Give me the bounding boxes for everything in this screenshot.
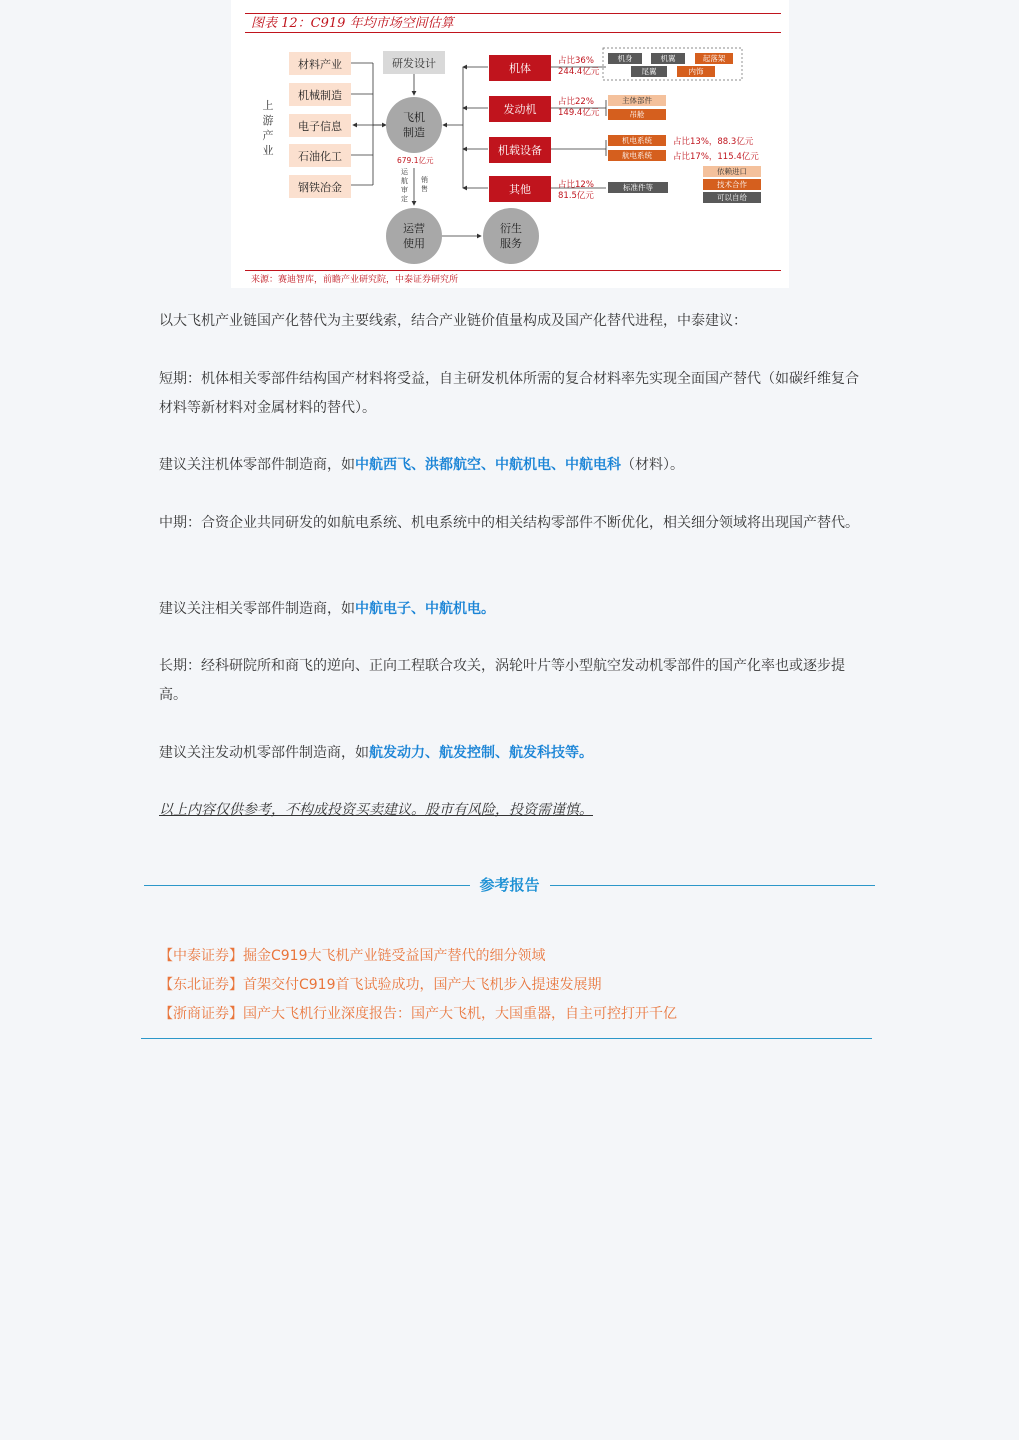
mid-term-recommendation xyxy=(159,595,864,624)
component-box: 机载设备 xyxy=(489,137,551,163)
references-title: 参考报告 xyxy=(479,876,540,894)
share-pct: 占比22% xyxy=(558,97,594,107)
intro-paragraph: 以大飞机产业链国产化替代为主要线索，结合产业链价值量构成及国产化替代进程，中泰建议： xyxy=(159,313,747,329)
upstream-box: 材料产业 xyxy=(289,52,351,75)
ops-label: 运营使用 xyxy=(403,222,425,250)
mid-term-paragraph: 中期：合资企业共同研发的如航电系统、机电系统中的相关结构零部件不断优化，相关细分领域将出现国产替代。 xyxy=(159,515,859,531)
figure-source: 来源：赛迪智库，前瞻产业研究院，中泰证券研究所 xyxy=(251,275,459,285)
market-space-figure xyxy=(231,0,789,288)
derived-label: 衍生服务 xyxy=(500,222,522,250)
reference-link[interactable]: 【东北证券】首架交付C919首飞试验成功，国产大飞机步入提速发展期 xyxy=(159,977,602,993)
sourcing-tag: 可以自给 xyxy=(703,192,761,203)
short-term-recommendation xyxy=(159,451,864,480)
manufacture-label: 飞机制造 xyxy=(403,111,425,139)
component-box: 发动机 xyxy=(489,96,551,122)
manufacture-node xyxy=(386,97,442,153)
airframe-tag: 内饰 xyxy=(677,66,715,77)
share-value: 149.4亿元 xyxy=(558,108,600,118)
component-box: 其他 xyxy=(489,176,551,202)
rec-stocks[interactable]: 中航西飞、洪都航空、中航机电、中航电科 xyxy=(355,457,621,473)
rec-prefix: 建议关注相关零部件制造商，如 xyxy=(159,601,355,617)
sourcing-tag: 技术合作 xyxy=(703,179,761,190)
ops-node xyxy=(386,208,442,264)
derived-node xyxy=(483,208,539,264)
reference-list xyxy=(159,942,677,1029)
airframe-tag: 起落架 xyxy=(695,53,733,64)
long-term-recommendation xyxy=(159,739,864,768)
ref-rule-right xyxy=(550,885,875,886)
long-term-paragraph: 长期：经科研院所和商飞的逆向、正向工程联合攻关，涡轮叶片等小型航空发动机零部件的国产化率也或逐步提高。 xyxy=(159,658,845,703)
avionics-pct: 占比13%，88.3亿元 xyxy=(673,137,754,147)
design-box: 研发设计 xyxy=(383,51,445,74)
disclaimer-text: 以上内容仅供参考，不构成投资买卖建议。股市有风险，投资需谨慎。 xyxy=(159,802,593,818)
rec-stocks[interactable]: 航发动力、航发控制、航发科技等。 xyxy=(369,745,593,761)
share-value: 81.5亿元 xyxy=(558,191,594,201)
avionics-tag: 航电系统 xyxy=(608,150,666,161)
rec-suffix: （材料）。 xyxy=(621,457,684,473)
avionics-tag: 机电系统 xyxy=(608,135,666,146)
short-term-paragraph: 短期：机体相关零部件结构国产材料将受益，自主研发机体所需的复合材料率先实现全面国产替代（如碳纤维复合材料等新材料对金属材料的替代）。 xyxy=(159,371,859,416)
rec-prefix: 建议关注机体零部件制造商，如 xyxy=(159,457,355,473)
upstream-box: 电子信息 xyxy=(289,114,351,137)
bottom-rule xyxy=(141,1038,872,1039)
reference-link[interactable]: 【中泰证券】掘金C919大飞机产业链受益国产替代的细分领域 xyxy=(159,948,546,964)
airframe-tag: 机身 xyxy=(608,53,642,64)
other-tag: 标准件等 xyxy=(608,182,668,193)
disclaimer xyxy=(159,796,864,825)
reference-link[interactable]: 【浙商证券】国产大飞机行业深度报告：国产大飞机，大国重器，自主可控打开千亿 xyxy=(159,1006,677,1022)
component-share xyxy=(558,97,599,119)
airframe-tag: 机翼 xyxy=(651,53,685,64)
component-share xyxy=(558,56,599,78)
rec-stocks[interactable]: 中航电子、中航机电。 xyxy=(355,601,495,617)
avionics-pct: 占比17%，115.4亿元 xyxy=(673,152,759,162)
upstream-label: 上游产业 xyxy=(262,99,274,157)
share-value: 244.4亿元 xyxy=(558,67,600,77)
upstream-box: 钢铁冶金 xyxy=(289,175,351,198)
lease-label: 运航审定 xyxy=(401,168,408,203)
figure-bottom-rule xyxy=(245,270,781,271)
engine-tag: 吊舱 xyxy=(608,109,666,120)
component-box: 机体 xyxy=(489,55,551,81)
share-pct: 占比12% xyxy=(558,180,594,190)
sourcing-tag: 依赖进口 xyxy=(703,166,761,177)
rec-prefix: 建议关注发动机零部件制造商，如 xyxy=(159,745,369,761)
sales-label: 销售 xyxy=(421,176,428,193)
manufacture-value: 679.1亿元 xyxy=(397,156,434,165)
upstream-box: 机械制造 xyxy=(289,83,351,106)
engine-tag: 主体部件 xyxy=(608,95,666,106)
upstream-box: 石油化工 xyxy=(289,144,351,167)
figure-title: 图表 12：C919 年均市场空间估算 xyxy=(251,16,454,31)
component-share xyxy=(558,180,594,202)
share-pct: 占比36% xyxy=(558,56,594,66)
airframe-tag: 尾翼 xyxy=(631,66,667,77)
